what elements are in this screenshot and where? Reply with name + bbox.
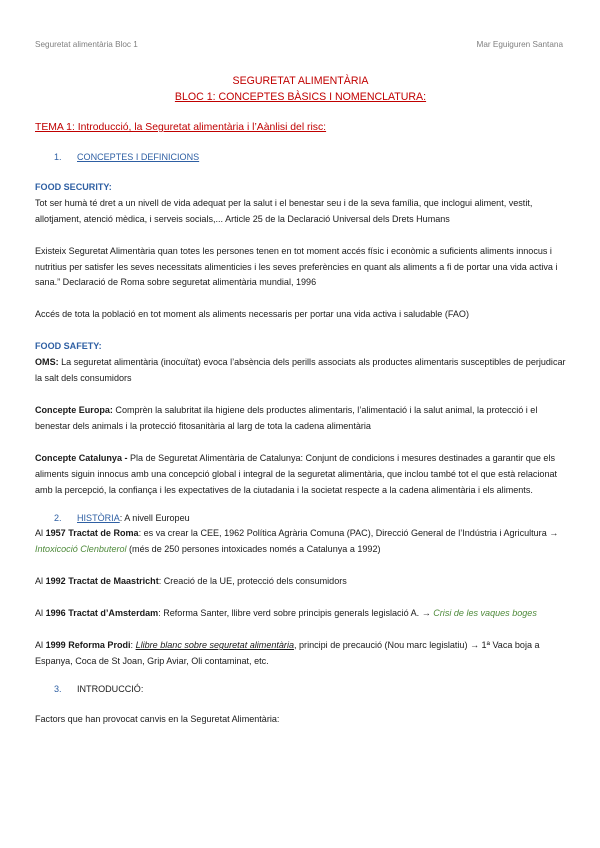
oms-paragraph [35,355,566,387]
document-body [35,73,566,728]
history-1999-title: 1999 Reforma Prodi [45,640,131,651]
europa-text: Comprèn la salubritat ila higiene dels productes alimentaris, l’alimentació i la salut animal, la protecció i el benestar dels animals i la protecció fitosanitària al larg de tota la cadena alimentària [35,404,538,431]
document-title: SEGURETAT ALIMENTÀRIA [232,75,369,87]
oms-text: La seguretat alimentària (inocuïtat) evoca l’absència dels perills associats als productes alimentaris susceptibles de perjudicar la salt dels consumidors [35,357,566,384]
history-1957-prefix: Al [35,528,46,539]
section-2-title: HISTÒRIA [77,512,120,523]
history-1957-tail: (més de 250 persones intoxicades només a Catalunya a 1992) [126,544,381,555]
history-1996-text: : Reforma Santer, llibre verd sobre principis generals legislació A. → [158,608,434,619]
history-1992-text: : Creació de la UE, protecció dels consumidors [158,576,347,587]
history-1999-colon: : [130,640,136,651]
section-2-number: 2. [54,512,62,523]
history-1992-title: 1992 Tractat de Maastricht [45,576,159,587]
food-safety-heading: FOOD SAFETY: [35,341,102,352]
section-2-rest: : A nivell Europeu [119,512,190,523]
history-1996-prefix: Al [35,608,46,619]
section-3-number: 3. [54,683,62,694]
catalunya-label: Concepte Catalunya - [35,452,128,463]
intro-paragraph: Factors que han provocat canvis en la Seguretat Alimentària: [35,713,280,724]
europa-label: Concepte Europa: [35,404,113,415]
history-1996 [35,606,566,622]
history-1999-text: , principi de precaució (Nou marc legislatiu) → 1ª Vaca boja a Espanya, Coca de St Joan, Grip Aviar, Oli contaminat, etc. [35,640,540,666]
history-1957 [35,526,566,558]
section-1-heading [35,150,566,166]
vaques-boges-link[interactable]: Crisi de les vaques boges [433,608,537,619]
section-1-number: 1. [54,152,62,162]
food-security-heading: FOOD SECURITY: [35,181,112,192]
catalunya-paragraph [35,451,566,499]
europa-paragraph [35,403,566,435]
section-1-title: CONCEPTES I DEFINICIONS [77,152,200,162]
tema-heading: TEMA 1: Introducció, la Seguretat alimentària i l’Aànlisi del risc: [35,122,327,133]
history-1999 [35,638,566,670]
food-security-p3: Accés de tota la població en tot moment als aliments necessaris per portar una vida activa i saludable (FAO) [35,309,469,320]
section-2-heading [35,511,566,527]
history-1992-prefix: Al [35,576,46,587]
document-subtitle: BLOC 1: CONCEPTES BÀSICS I NOMENCLATURA: [174,91,427,103]
oms-label: OMS: [35,357,59,368]
history-1957-text: : es va crear la CEE, 1962 Política Agrària Comuna (PAC), Direcció General de l’Indústria i Agricultura → [138,528,559,539]
food-security-p1: Tot ser humà té dret a un nivell de vida adequat per la salut i el benestar seu i de la seva família, que inclogui aliment, vestit, allotjament, atenció mèdica, i serveis socials,... Article 25 de la Declaració Universal dels Drets Humans [35,197,533,224]
llibre-blanc-link[interactable]: Llibre blanc sobre seguretat alimentària [135,640,294,651]
history-1992 [35,574,566,590]
section-3-title: INTRODUCCIÓ: [77,683,144,694]
catalunya-text: Pla de Seguretat Alimentària de Catalunya: Conjunt de condicions i mesures destinades a garantir que els aliments siguin innocus amb una concepció global i integral de la seguretat alimentària, que inclou també tot el que està relacionat amb la percepció, la confiança i les expectatives de la ciutadania i la societat respecte a la cadena alimentària i els aliments. [35,452,558,495]
section-3-heading [35,682,566,698]
header-left: Seguretat alimentària Bloc 1 [35,40,138,49]
food-security-p2: Existeix Seguretat Alimentària quan totes les persones tenen en tot moment accés físic i econòmic a suficients aliments innocus i nutritius per satisfer les seves necessitats alimenticies i les seves preferències en quant als aliments a fi de portar una vida activa i sana.” Declaració de Roma sobre seguretat alimentària mundial, 1996 [35,245,558,288]
history-1996-title: 1996 Tractat d’Amsterdam [45,608,159,619]
clenbuterol-link[interactable]: Intoxicoció Clenbuterol [35,544,127,555]
history-1957-title: 1957 Tractat de Roma [45,528,139,539]
history-1999-prefix: Al [35,640,46,651]
header-right: Mar Eguiguren Santana [476,40,563,49]
